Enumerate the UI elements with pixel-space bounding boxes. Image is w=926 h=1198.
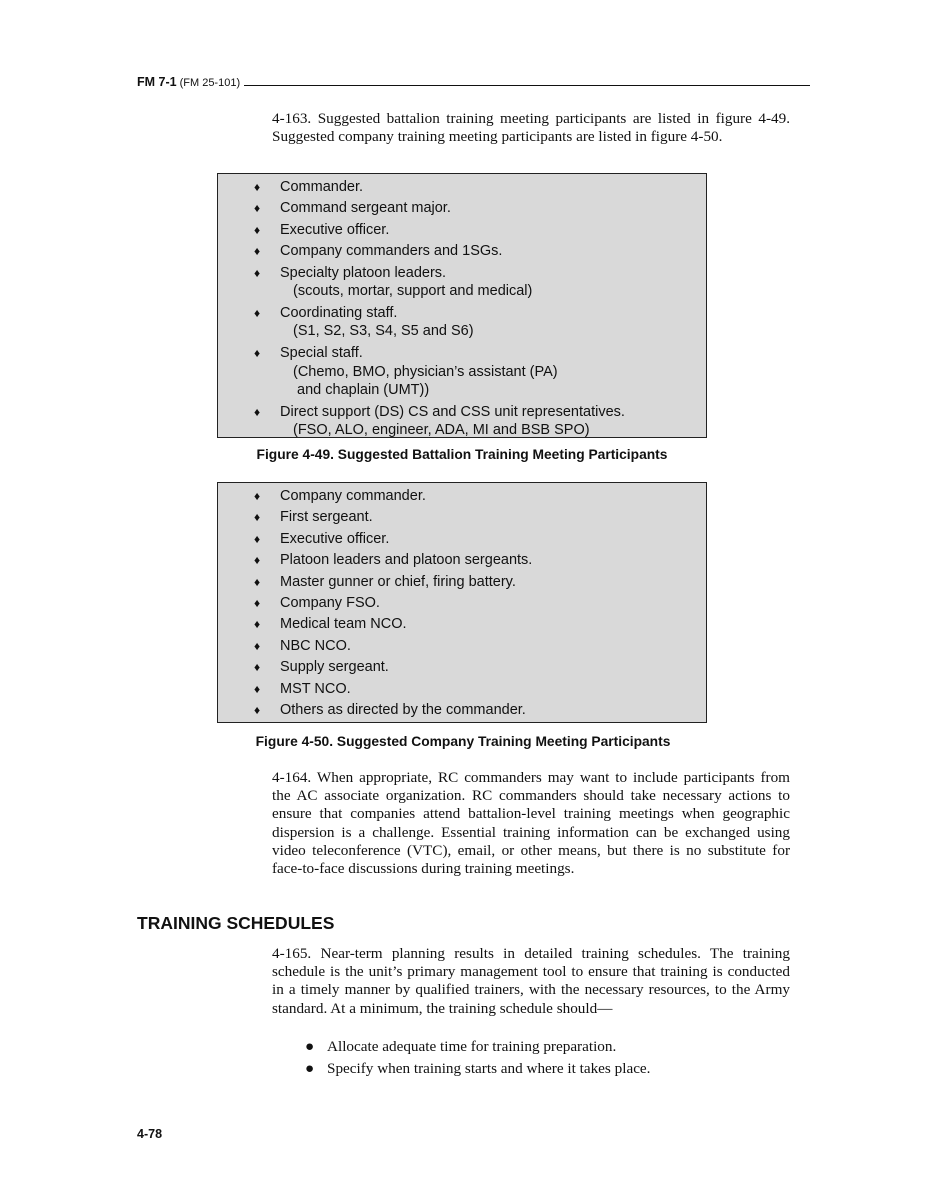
- list-item: [218, 572, 706, 593]
- list-item: [218, 343, 706, 401]
- list-item-text: Master gunner or chief, firing battery.: [280, 573, 516, 590]
- diamond-bullet-icon: ♦: [254, 510, 261, 525]
- list-item-text: Supply sergeant.: [280, 659, 389, 676]
- list-item-text: Platoon leaders and platoon sergeants.: [280, 552, 533, 569]
- list-item: [218, 263, 706, 303]
- list-item: [218, 700, 706, 721]
- diamond-bullet-icon: ♦: [254, 681, 261, 696]
- schedule-bullet: [305, 1038, 616, 1056]
- list-item-text: Coordinating staff.: [280, 305, 398, 322]
- list-item-text: Commander.: [280, 179, 364, 195]
- list-item-text: Specialty platoon leaders.: [280, 264, 447, 281]
- list-item-subtext: (Chemo, BMO, physician’s assistant (PA): [293, 363, 558, 380]
- paragraph-4-164: 4-164. When appropriate, RC commanders may want to include participants from the AC associate organization. RC commanders should take necessary actions to ensure that companies attend battalion-level training meetings when geographic dispersion is a challenge. Essential training information can be exchanged using video teleconference (VTC), email, or other means, but there is no substitute for face-to-face discussions during training meetings.: [272, 769, 790, 878]
- figure-4-50-caption: Figure 4-50. Suggested Company Training Meeting Participants: [255, 734, 671, 749]
- list-item-subtext: and chaplain (UMT)): [293, 381, 430, 398]
- figure-4-50-box: [217, 482, 707, 723]
- list-item-text: First sergeant.: [280, 509, 373, 526]
- header-rule: [244, 85, 810, 86]
- list-item-text: Company FSO.: [280, 595, 380, 612]
- list-item-subtext: (S1, S2, S3, S4, S5 and S6): [293, 323, 474, 340]
- doc-id: FM 7-1: [137, 75, 177, 89]
- list-item-text: NBC NCO.: [280, 637, 351, 654]
- list-item: [218, 303, 706, 343]
- diamond-bullet-icon: ♦: [254, 180, 261, 194]
- bullet-text: Specify when training starts and where it takes place.: [327, 1060, 651, 1077]
- list-item: [218, 614, 706, 635]
- list-item: [218, 177, 706, 198]
- diamond-bullet-icon: ♦: [254, 703, 261, 718]
- list-item-subtext: (FSO, ALO, engineer, ADA, MI and BSB SPO): [293, 422, 590, 439]
- list-item: [218, 220, 706, 241]
- list-item-text: Special staff.: [280, 345, 363, 362]
- list-item-text: Medical team NCO.: [280, 616, 407, 633]
- list-item: [218, 507, 706, 528]
- list-item: [218, 550, 706, 571]
- list-item: [218, 198, 706, 219]
- list-item: [218, 636, 706, 657]
- list-item-text: Executive officer.: [280, 530, 390, 547]
- diamond-bullet-icon: ♦: [254, 660, 261, 675]
- page-number: 4-78: [137, 1127, 163, 1141]
- list-item-text: Others as directed by the commander.: [280, 702, 526, 719]
- bullet-text: Allocate adequate time for training preparation.: [327, 1038, 617, 1055]
- figure-4-49-caption: Figure 4-49. Suggested Battalion Training Meeting Participants: [256, 447, 668, 462]
- diamond-bullet-icon: ♦: [254, 574, 261, 589]
- schedule-bullet: [305, 1060, 650, 1078]
- list-item-text: Company commanders and 1SGs.: [280, 243, 503, 260]
- list-item: [218, 679, 706, 700]
- figure-4-49-box: [217, 173, 707, 438]
- bullet-dot-icon: ●: [305, 1038, 315, 1055]
- list-item: [218, 402, 706, 442]
- diamond-bullet-icon: ♦: [254, 553, 261, 568]
- list-item-text: MST NCO.: [280, 680, 351, 697]
- list-item-text: Executive officer.: [280, 221, 390, 238]
- list-item: [218, 657, 706, 678]
- list-item-text: Direct support (DS) CS and CSS unit representatives.: [280, 403, 625, 420]
- list-item: [218, 529, 706, 550]
- list-item: [218, 241, 706, 262]
- list-item: [218, 486, 706, 507]
- section-heading: TRAINING SCHEDULES: [137, 913, 335, 933]
- list-item-text: Company commander.: [280, 488, 426, 504]
- diamond-bullet-icon: ♦: [254, 638, 261, 653]
- diamond-bullet-icon: ♦: [254, 617, 261, 632]
- diamond-bullet-icon: ♦: [254, 346, 261, 361]
- diamond-bullet-icon: ♦: [254, 404, 261, 419]
- diamond-bullet-icon: ♦: [254, 201, 261, 216]
- list-item-subtext: (scouts, mortar, support and medical): [293, 283, 533, 300]
- diamond-bullet-icon: ♦: [254, 244, 261, 259]
- running-header: [137, 75, 810, 89]
- diamond-bullet-icon: ♦: [254, 265, 261, 280]
- alt-doc-id: (FM 25-101): [179, 77, 241, 89]
- paragraph-4-165: 4-165. Near-term planning results in detailed training schedules. The training schedule is the unit’s primary management tool to ensure that training is conducted in a timely manner by qualified trainers, with the necessary resources, to the Army standard. At a minimum, the training schedule should—: [272, 945, 790, 1017]
- list-item: [218, 593, 706, 614]
- list-item-text: Command sergeant major.: [280, 200, 451, 217]
- diamond-bullet-icon: ♦: [254, 596, 261, 611]
- diamond-bullet-icon: ♦: [254, 531, 261, 546]
- diamond-bullet-icon: ♦: [254, 222, 261, 237]
- paragraph-4-163: 4-163. Suggested battalion training meeting participants are listed in figure 4-49. Suggested company training meeting participants are listed in figure 4-50.: [272, 110, 790, 146]
- bullet-dot-icon: ●: [305, 1060, 315, 1077]
- diamond-bullet-icon: ♦: [254, 306, 261, 321]
- diamond-bullet-icon: ♦: [254, 489, 261, 503]
